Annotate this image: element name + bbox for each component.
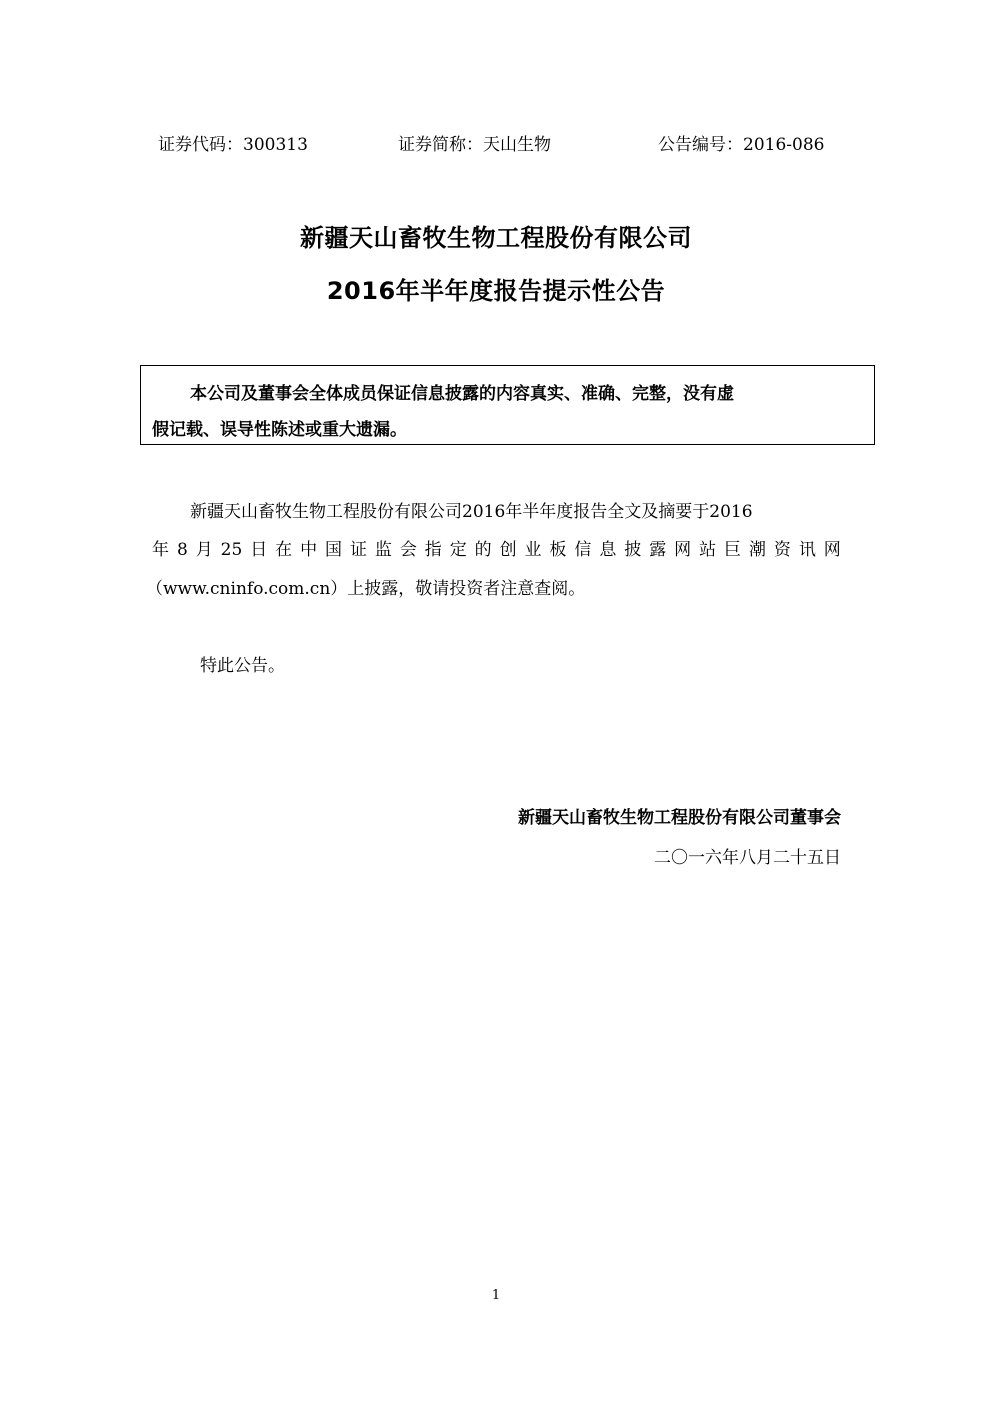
body-paragraph-line-3: （www.cninfo.com.cn）上披露，敬请投资者注意查阅。 [146, 579, 586, 599]
body-paragraph-line-2-token: 国 [325, 540, 343, 560]
stock-code: 证券代码：300313 [158, 135, 308, 155]
body-paragraph-line-2-token: 披 [624, 540, 642, 560]
body-paragraph-line-2-token: 的 [474, 540, 492, 560]
notice-number: 公告编号：2016-086 [658, 135, 825, 155]
body-paragraph-line-2-token: 月 [195, 540, 213, 560]
body-paragraph-line-2-token: 指 [424, 540, 442, 560]
body-paragraph-line-2-token: 网 [674, 540, 692, 560]
body-paragraph-line-2-token: 创 [499, 540, 517, 560]
body-paragraph-line-2-token: 定 [449, 540, 467, 560]
body-paragraph-line-2-token: 会 [399, 540, 417, 560]
body-paragraph-line-1: 新疆天山畜牧生物工程股份有限公司2016年半年度报告全文及摘要于2016 [190, 502, 753, 522]
closing-phrase: 特此公告。 [200, 656, 285, 676]
body-paragraph-line-2-token: 息 [599, 540, 617, 560]
body-paragraph-line-2-token: 潮 [748, 540, 766, 560]
body-paragraph-line-2-token: 网 [823, 540, 841, 560]
disclosure-statement-line-1: 本公司及董事会全体成员保证信息披露的内容真实、准确、完整，没有虚 [190, 384, 734, 404]
body-paragraph-line-2-token: 中 [300, 540, 318, 560]
body-paragraph-line-2-token: 8 [176, 540, 188, 560]
body-paragraph-line-2-token: 在 [275, 540, 293, 560]
body-paragraph-line-2 [152, 538, 841, 562]
body-paragraph-line-2-token: 日 [250, 540, 268, 560]
signature-board: 新疆天山畜牧生物工程股份有限公司董事会 [518, 808, 841, 828]
body-paragraph-line-2-token: 站 [699, 540, 717, 560]
body-paragraph-line-2-token: 监 [374, 540, 392, 560]
company-title: 新疆天山畜牧生物工程股份有限公司 [300, 224, 692, 252]
document-header [0, 133, 992, 157]
page-number: 1 [491, 1288, 501, 1303]
body-paragraph-line-2-token: 资 [773, 540, 791, 560]
body-paragraph-line-2-token: 年 [152, 540, 169, 560]
signature-date: 二〇一六年八月二十五日 [654, 848, 841, 868]
body-paragraph-line-2-token: 业 [524, 540, 542, 560]
body-paragraph-line-2-token: 巨 [724, 540, 742, 560]
document-title: 2016年半年度报告提示性公告 [326, 277, 666, 305]
body-paragraph-line-2-token: 25 [220, 540, 243, 560]
body-paragraph-line-2-token: 证 [349, 540, 367, 560]
body-paragraph-line-2-token: 露 [649, 540, 667, 560]
disclosure-statement-box [140, 365, 875, 445]
body-paragraph-line-2-token: 信 [574, 540, 592, 560]
body-paragraph-line-2-token: 讯 [798, 540, 816, 560]
stock-abbreviation: 证券简称：天山生物 [398, 135, 551, 155]
disclosure-statement-line-2: 假记载、误导性陈述或重大遗漏。 [152, 420, 407, 440]
body-paragraph-line-2-token: 板 [549, 540, 567, 560]
